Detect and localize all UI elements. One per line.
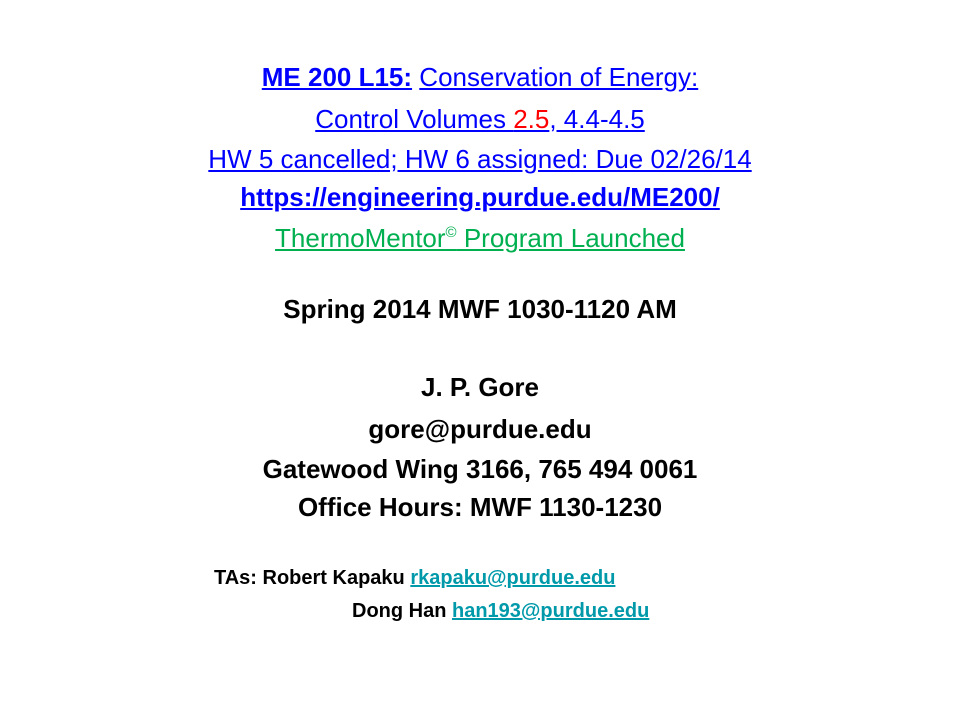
office-hours: Office Hours: MWF 1130-1230 bbox=[297, 492, 663, 522]
ta-line-2 bbox=[352, 599, 649, 623]
thermomentor-name: ThermoMentor bbox=[275, 223, 446, 253]
thermomentor-rest: Program Launched bbox=[456, 223, 685, 253]
ta2-email-link[interactable]: han193@purdue.edu bbox=[452, 600, 650, 622]
ta1-email-link[interactable]: rkapaku@purdue.edu bbox=[410, 567, 616, 589]
instructor-office: Gatewood Wing 3166, 765 494 0061 bbox=[262, 454, 698, 484]
reading-suffix: , 4.4-4.5 bbox=[549, 104, 645, 134]
instructor-email: gore@purdue.edu bbox=[368, 414, 592, 444]
lecture-topic-link[interactable]: Conservation of Energy: bbox=[419, 62, 699, 92]
title-line bbox=[0, 62, 960, 92]
class-schedule: Spring 2014 MWF 1030-1120 AM bbox=[283, 294, 677, 324]
course-code-link[interactable]: ME 200 L15: bbox=[261, 62, 413, 92]
copyright-symbol: © bbox=[445, 224, 457, 241]
ta-label: TAs: Robert Kapaku bbox=[214, 567, 411, 589]
reading-line[interactable] bbox=[0, 104, 960, 134]
homework-announcement-link[interactable]: HW 5 cancelled; HW 6 assigned: Due 02/26/14 bbox=[208, 144, 752, 174]
thermomentor-link[interactable] bbox=[0, 218, 960, 253]
ta2-name: Dong Han bbox=[352, 600, 452, 622]
reading-section-red: 2.5 bbox=[513, 104, 550, 134]
ta-line-1 bbox=[214, 566, 615, 590]
course-website-link[interactable]: https://engineering.purdue.edu/ME200/ bbox=[240, 182, 720, 212]
reading-prefix: Control Volumes bbox=[315, 104, 514, 134]
instructor-name: J. P. Gore bbox=[420, 372, 540, 402]
